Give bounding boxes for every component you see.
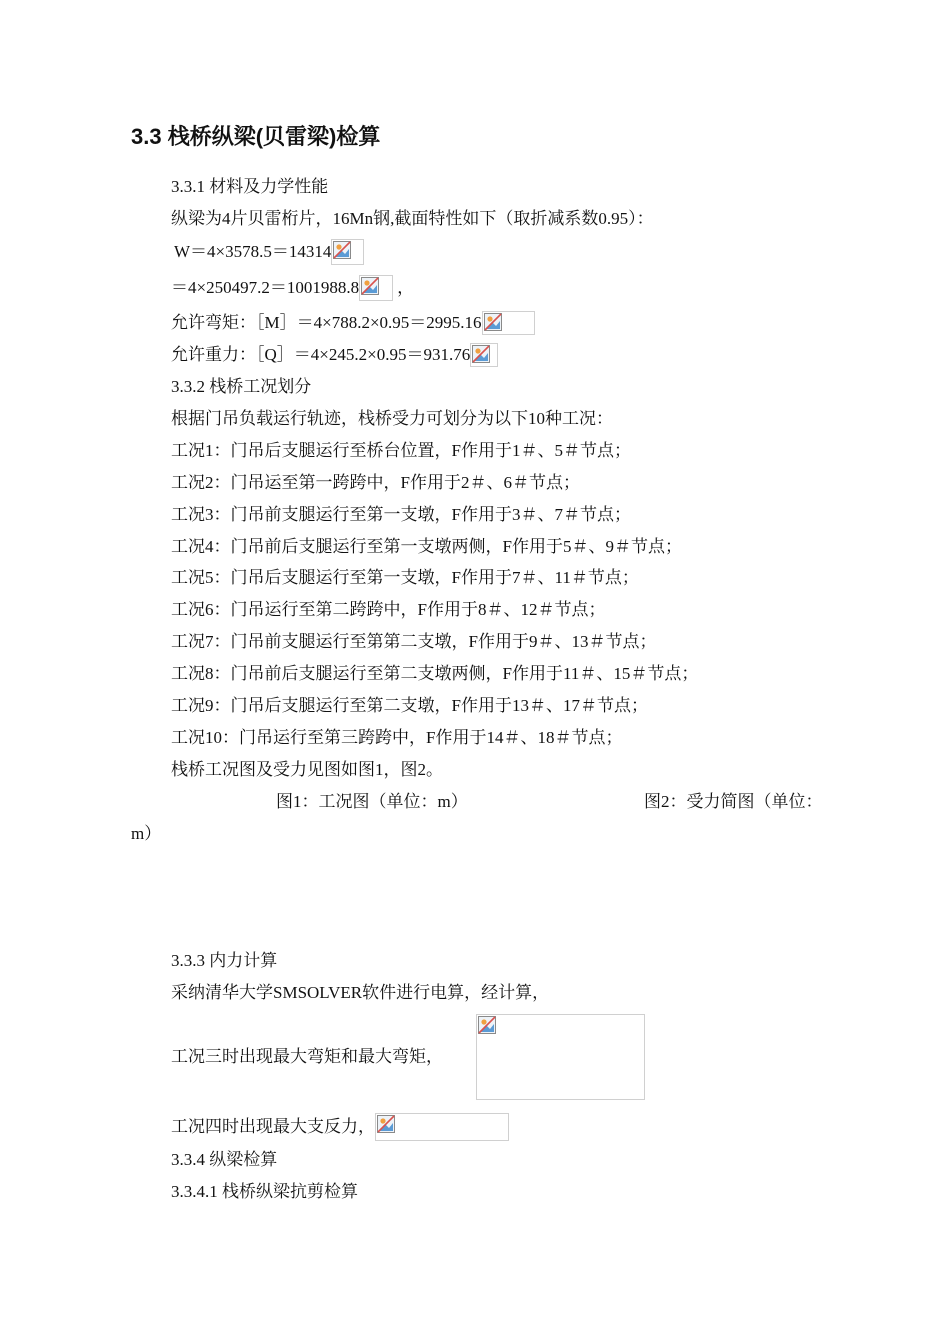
broken-image-icon [361,277,379,295]
case-item-7: 工况7：门吊前支腿运行至第第二支墩，F作用于9＃、13＃节点； [171,632,657,651]
calc-intro: 采纳清华大学SMSOLVER软件进行电算，经计算， [171,983,550,1002]
case4-result-line [171,1113,509,1141]
subheading-3-3-4-1: 3.3.4.1 栈桥纵梁抗剪检算 [171,1182,358,1201]
allowable-moment-text: 允许弯矩：［M］＝4×788.2×0.95＝2995.16 [171,313,482,332]
unit-image-m [482,311,535,335]
subheading-3-3-2: 3.3.2 栈桥工况划分 [171,377,312,396]
case3-result: 工况三时出现最大弯矩和最大弯矩， [171,1047,443,1066]
subheading-3-3-4: 3.3.4 纵梁检算 [171,1150,278,1169]
section-modulus-line [174,239,364,265]
material-intro: 纵梁为4片贝雷桁片，16Mn钢,截面特性如下（取折减系数0.95）： [171,209,654,228]
figure-1-caption: 图1：工况图（单位：m） [276,792,468,811]
subheading-3-3-3: 3.3.3 内力计算 [171,951,278,970]
case-item-10: 工况10：门吊运行至第三跨跨中，F作用于14＃、18＃节点； [171,728,623,747]
figure-2-caption: 图2：受力简图（单位： [644,792,823,811]
cases-intro: 根据门吊负载运行轨迹，栈桥受力可划分为以下10种工况： [171,409,613,428]
case-item-3: 工况3：门吊前支腿运行至第一支墩，F作用于3＃、7＃节点； [171,505,631,524]
broken-image-icon [478,1016,496,1034]
unit-image-q [470,343,498,367]
figure-2-caption-tail: m） [131,824,162,843]
section-modulus-text: W＝4×3578.5＝14314 [174,242,332,261]
inertia-tail: ， [397,278,415,297]
allowable-shear-text: 允许重力：［Q］＝4×245.2×0.95＝931.76 [171,345,471,364]
allowable-moment-line [171,311,535,335]
case4-result-image [375,1113,509,1141]
figure-reference: 栈桥工况图及受力见图如图1，图2。 [171,760,443,779]
allowable-shear-line [171,343,498,367]
case-item-4: 工况4：门吊前后支腿运行至第一支墩两侧，F作用于5＃、9＃节点； [171,537,682,556]
subheading-3-3-1: 3.3.1 材料及力学性能 [171,177,329,196]
case-item-9: 工况9：门吊后支腿运行至第二支墩，F作用于13＃、17＃节点； [171,696,648,715]
unit-image-i [359,275,393,301]
case-item-8: 工况8：门吊前后支腿运行至第二支墩两侧，F作用于11＃、15＃节点； [171,664,699,683]
broken-image-icon [333,241,351,259]
case-item-6: 工况6：门吊运行至第二跨跨中，F作用于8＃、12＃节点； [171,600,606,619]
case4-result-text: 工况四时出现最大支反力， [171,1117,375,1136]
inertia-line [171,275,414,301]
case-item-5: 工况5：门吊后支腿运行至第一支墩，F作用于7＃、11＃节点； [171,568,639,587]
broken-image-icon [472,345,490,363]
unit-image-w [331,239,364,265]
case-item-1: 工况1：门吊后支腿运行至桥台位置，F作用于1＃、5＃节点； [171,441,631,460]
case3-result-image [476,1014,645,1100]
broken-image-icon [377,1115,395,1133]
inertia-text: ＝4×250497.2＝1001988.8 [171,278,360,297]
case-item-2: 工况2：门吊运至第一跨跨中，F作用于2＃、6＃节点； [171,473,580,492]
section-title: 3.3 栈桥纵梁(贝雷梁)检算 [131,124,381,149]
broken-image-icon [484,313,502,331]
